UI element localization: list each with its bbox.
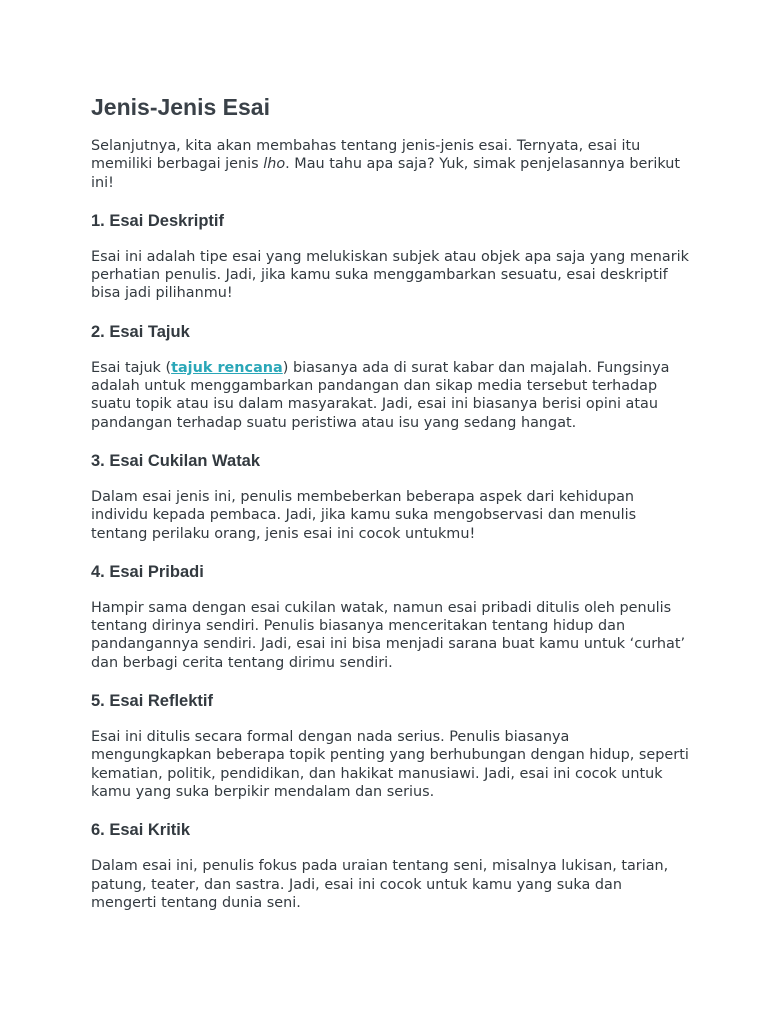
section-body-deskriptif: Esai ini adalah tipe esai yang melukiskan subjek atau objek apa saja yang menarik perhatian penulis. Jadi, jika kamu suka menggambarkan sesuatu, esai deskriptif bisa jadi pilihanmu!	[91, 248, 689, 302]
section-body-tajuk	[91, 359, 691, 432]
tajuk-rencana-link[interactable]: tajuk rencana	[171, 359, 283, 376]
section-heading-tajuk: 2. Esai Tajuk	[91, 322, 190, 341]
tajuk-text-before: Esai tajuk (	[91, 359, 172, 376]
article-title: Jenis-Jenis Esai	[91, 94, 270, 120]
article	[91, 92, 691, 930]
tajuk-text-after: ) biasanya ada di surat kabar dan majalah. Fungsinya adalah untuk menggambarkan pandangan dan sikap media tersebut terhadap suatu topik atau isu dalam masyarakat. Jadi, esai ini biasanya berisi opini atau pandangan terhadap suatu peristiwa atau isu yang sedang hangat.	[91, 359, 670, 431]
section-heading-deskriptif: 1. Esai Deskriptif	[91, 211, 224, 230]
section-body-kritik: Dalam esai ini, penulis fokus pada uraian tentang seni, misalnya lukisan, tarian, patung, teater, dan sastra. Jadi, esai ini cocok untuk kamu yang suka dan mengerti tentang dunia seni.	[91, 858, 669, 911]
intro-italic: lho	[263, 156, 286, 173]
intro-text-after: . Mau tahu apa saja? Yuk, simak penjelasannya berikut ini!	[91, 156, 680, 191]
intro-text-before: Selanjutnya, kita akan membahas tentang jenis-jenis esai. Ternyata, esai itu memiliki berbagai jenis	[91, 138, 641, 173]
section-heading-cukilan-watak: 3. Esai Cukilan Watak	[91, 451, 261, 470]
intro-paragraph	[91, 137, 691, 192]
section-body-cukilan-watak: Dalam esai jenis ini, penulis membeberkan beberapa aspek dari kehidupan individu kepada pembaca. Jadi, jika kamu suka mengobservasi dan menulis tentang perilaku orang, jenis esai ini cocok untukmu!	[91, 488, 637, 542]
section-heading-kritik: 6. Esai Kritik	[91, 821, 191, 840]
section-heading-reflektif: 5. Esai Reflektif	[91, 692, 213, 711]
section-body-reflektif: Esai ini ditulis secara formal dengan nada serius. Penulis biasanya mengungkapkan beberapa topik penting yang berhubungan dengan hidup, seperti kematian, politik, pendidikan, dan hakikat manusiawi. Jadi, esai ini cocok untuk kamu yang suka berpikir mendalam dan serius.	[91, 729, 689, 800]
section-body-pribadi: Hampir sama dengan esai cukilan watak, namun esai pribadi ditulis oleh penulis tentang dirinya sendiri. Penulis biasanya menceritakan tentang hidup dan pandangannya sendiri. Jadi, esai ini bisa menjadi sarana buat kamu untuk ‘curhat’ dan berbagi cerita tentang dirimu sendiri.	[91, 599, 686, 671]
section-heading-pribadi: 4. Esai Pribadi	[91, 562, 204, 581]
